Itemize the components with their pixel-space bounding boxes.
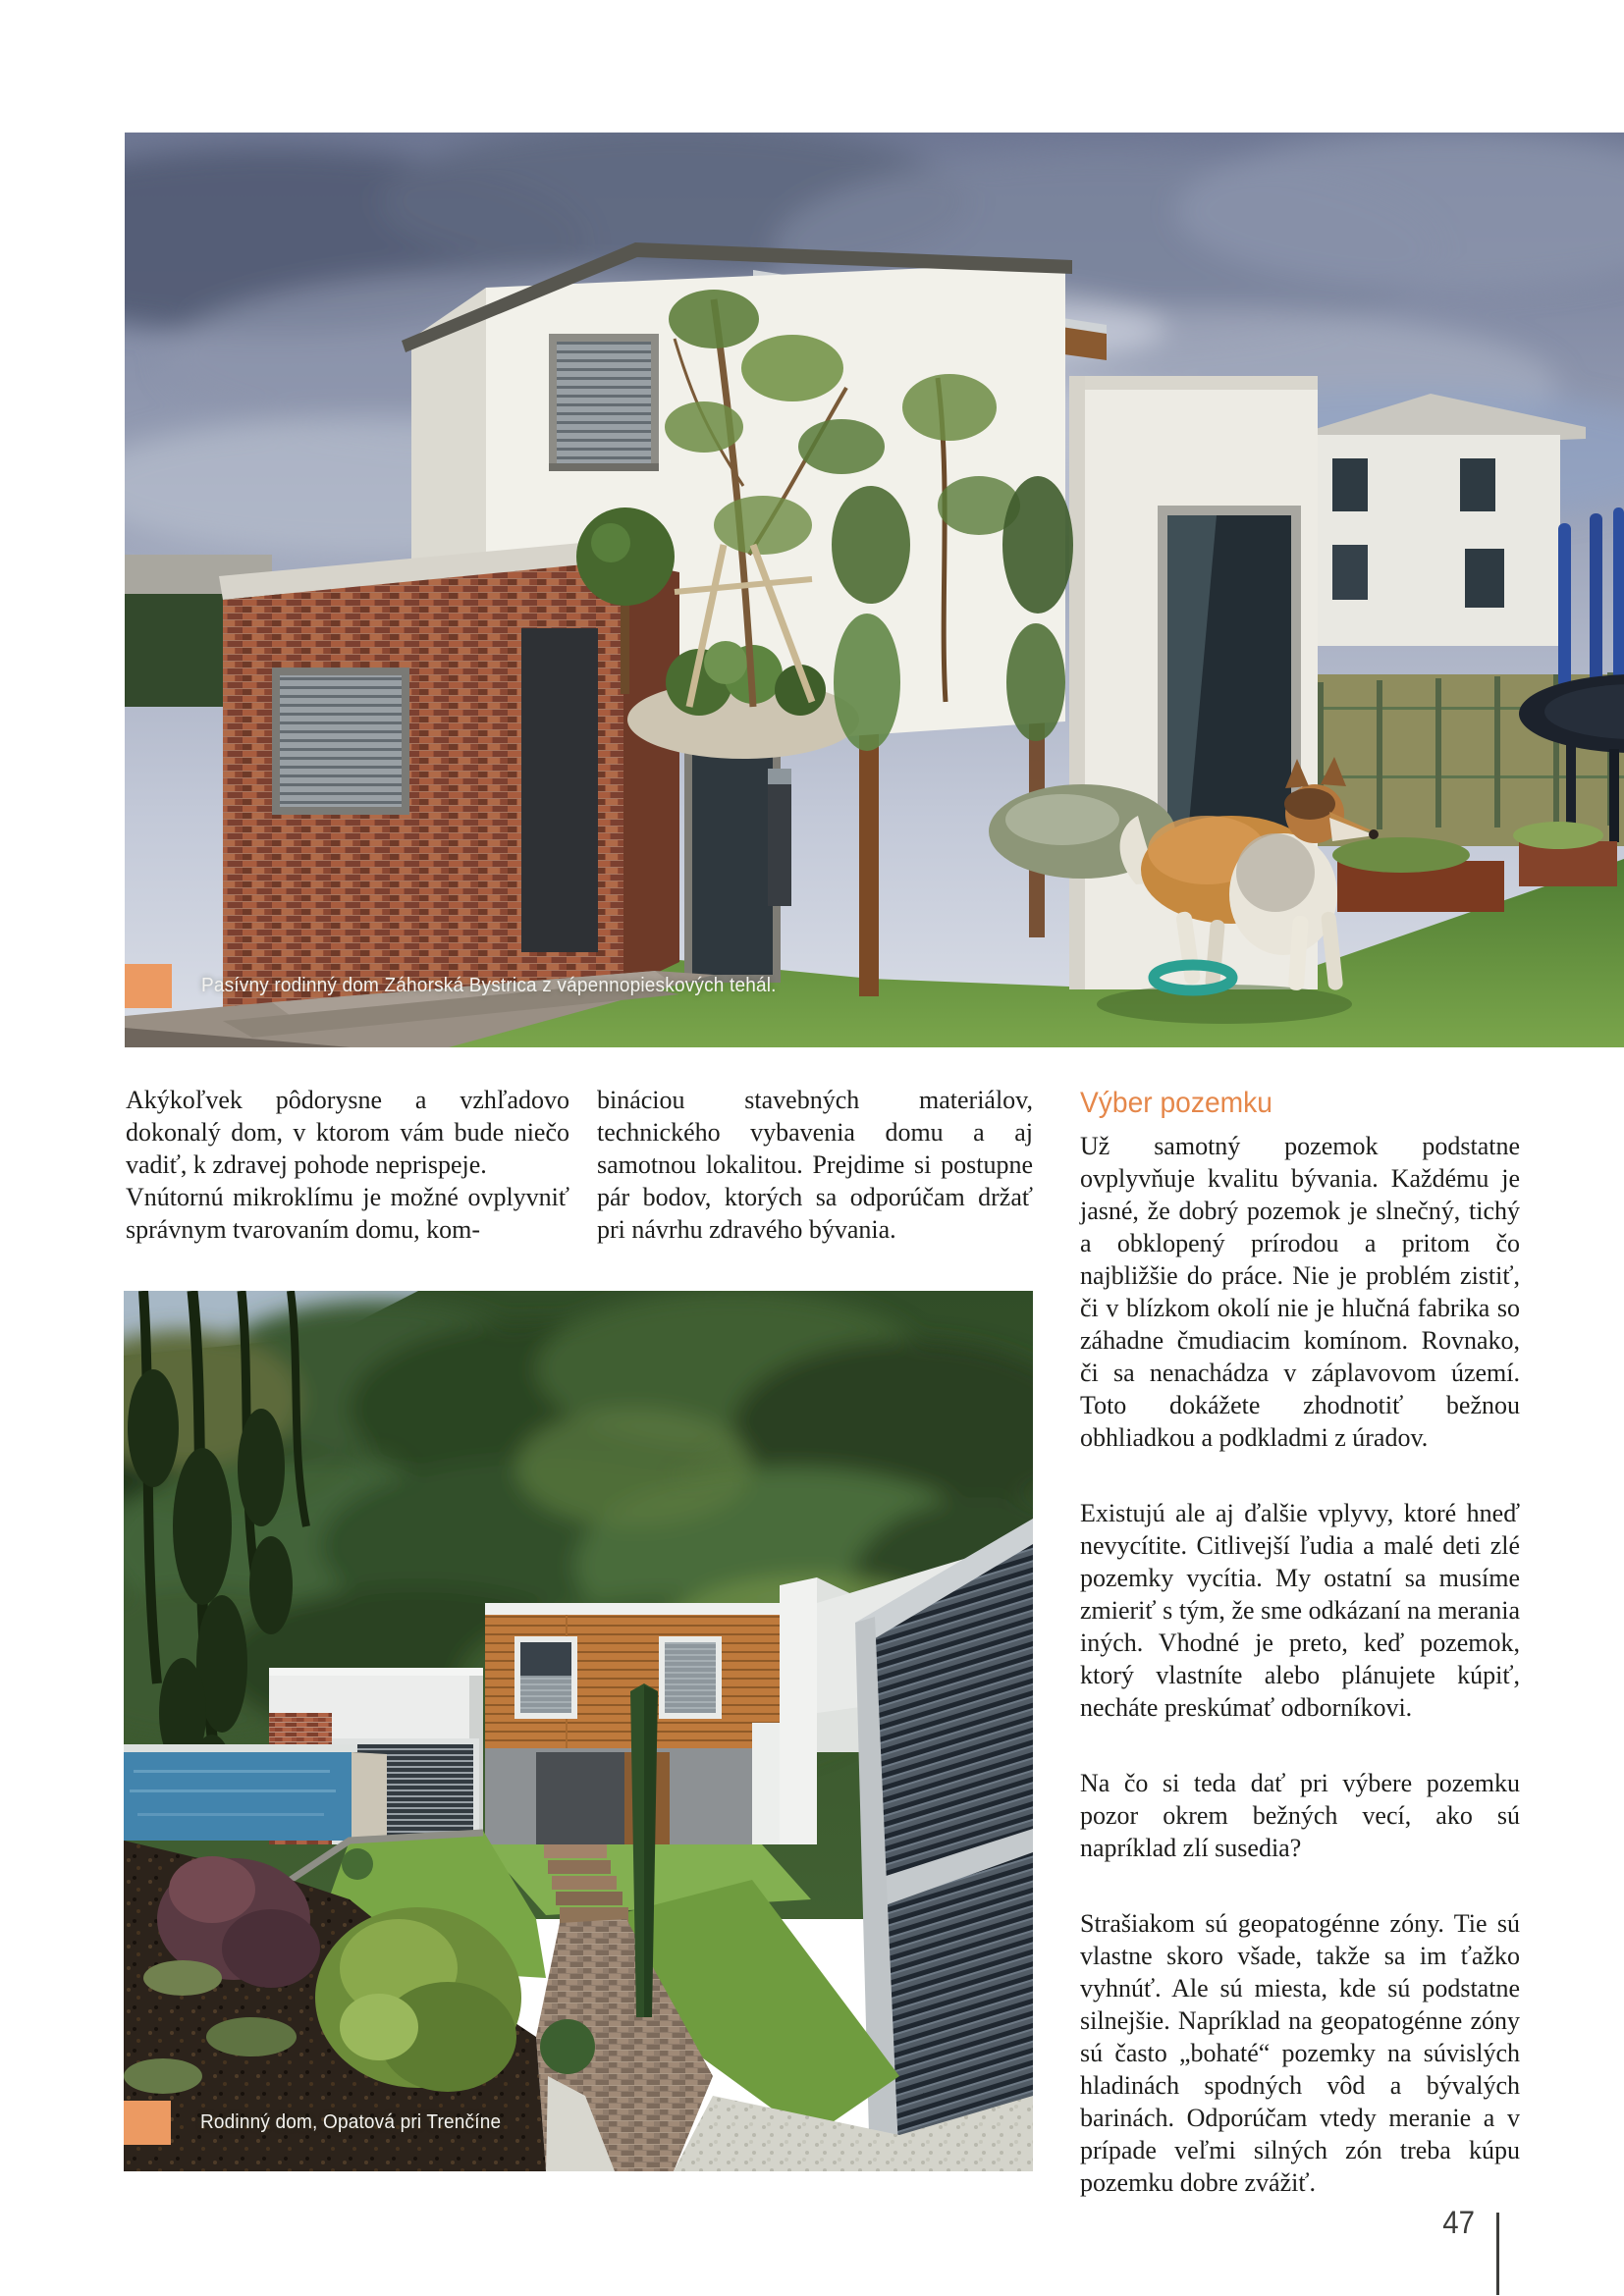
column-3 (1080, 1084, 1520, 2199)
section-heading: Výber pozemku (1080, 1087, 1272, 1119)
page-number-rule (1496, 2213, 1499, 2295)
paragraph: Strašiakom sú geopatogénne zóny. Tie sú vlastne skoro všade, takže sa im ťažko vyhnúť. Ale sú miesta, kde sú podstatne silnejšie. Napríklad na geopatogénne zóny sú často „bohaté“ pozemky na súvislých hladinách spodných vôd a bývalých barinách. Odporúčam vtedy meranie a v prípade veľmi silných zón treba kúpu pozemku dobre zvážiť. (1080, 1909, 1520, 2197)
buxus-ball-small (342, 1848, 373, 1880)
caption-text: Pasívny rodinný dom Záhorská Bystrica z vápennopieskových tehál. (201, 975, 777, 996)
entry-recess (536, 1752, 624, 1844)
photo-hillside-house (124, 1291, 1033, 2171)
annex-door (521, 628, 598, 952)
paragraph: bináciou stavebných materiálov, technického vybavenia domu a aj samotnou lokalitou. Prejdime si postupne pár bodov, ktorých sa odporúčam držať pri návrhu zdravého bývania. (597, 1086, 1033, 1244)
paragraph: Vnútornú mikroklímu je možné ovplyvniť správnym tvarovaním domu, kom- (126, 1183, 569, 1244)
photo-passive-house-illustration (125, 133, 1624, 1047)
buxus-ball (540, 2019, 595, 2074)
photo-passive-house (125, 133, 1624, 1047)
caption-text: Rodinný dom, Opatová pri Trenčíne (200, 2111, 502, 2133)
upper-window-louvers (665, 1642, 716, 1713)
brick-annex (219, 539, 679, 1024)
paragraph: Na čo si teda dať pri výbere pozemku pozor okrem bežných vecí, ako sú napríklad zlí susedia? (1080, 1769, 1520, 1862)
paragraph: Už samotný pozemok podstatne ovplyvňuje kvalitu bývania. Každému je jasné, že dobrý pozemok je slnečný, tichý a obklopený prírodou a pritom čo najbližšie do práce. Nie je problém zistiť, či v blízkom okolí nie je hlučná fabrika so záhadne čmudiacim komínom. Rovnako, či sa nenachádza v záplavovom území. Toto dokážete zhodnotiť bežnou obhliadkou a podkladmi z úradov. (1080, 1132, 1520, 1452)
pool (124, 1744, 387, 1841)
photo-caption-top (125, 964, 806, 1008)
window-blinds (557, 342, 651, 463)
neighbour-house (1283, 394, 1586, 646)
photo-hillside-house-illustration (124, 1291, 1033, 2171)
bollard-light (768, 769, 791, 906)
caption-orange-square (125, 964, 172, 1008)
photo-caption-bottom (124, 2101, 516, 2145)
caption-orange-square (124, 2101, 171, 2145)
paragraph: Existujú ale aj ďalšie vplyvy, ktoré hneď nevycítite. Citlivejší ľudia a malé deti zlé pozemky vycítia. My ostatní sa musíme zmieriť s tým, že sme odkázaní na merania iných. Vhodné je preto, keď pozemok, ktorý vlastníte alebo plánujete kúpiť, necháte preskúmať odborníkovi. (1080, 1499, 1520, 1722)
paragraph: Akýkoľvek pôdorysne a vzhľadovo dokonalý dom, v ktorom vám bude niečo vadiť, k zdravej pohode neprispeje. (126, 1086, 569, 1179)
annex-window-blinds (280, 675, 402, 807)
silver-shrub-highlight (1005, 794, 1119, 845)
page-number: 47 (1442, 2205, 1475, 2240)
